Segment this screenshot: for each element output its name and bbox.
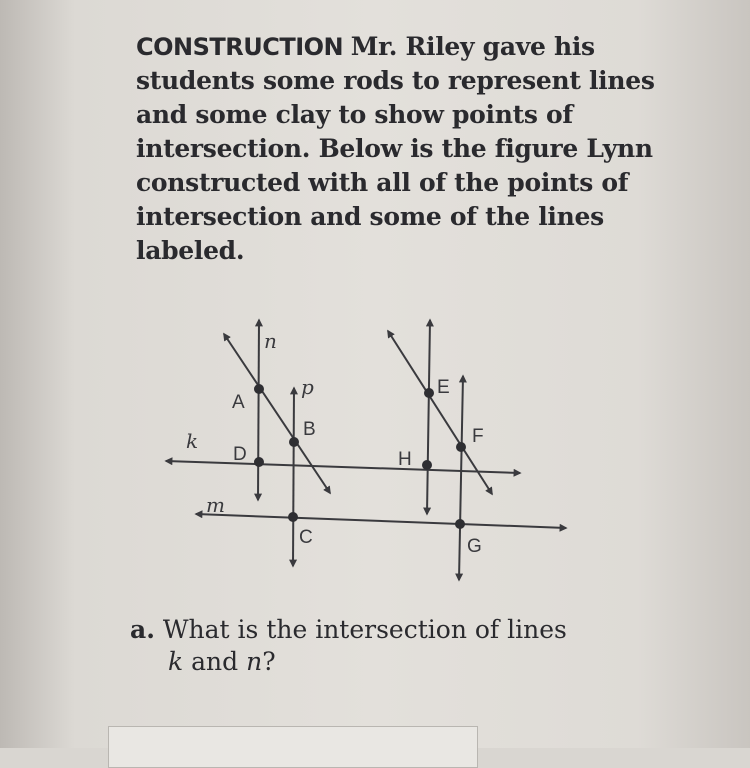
diagonal-line-ab (224, 334, 330, 493)
question-label: a. (130, 615, 155, 644)
label-h: H (398, 449, 412, 470)
question-and: and (191, 647, 239, 676)
label-a: A (232, 392, 245, 413)
point-a (254, 384, 264, 394)
label-n: n (264, 329, 277, 353)
question-var-n: n (246, 647, 263, 676)
point-c (288, 512, 298, 522)
question-text-line1: What is the intersection of lines (162, 615, 567, 644)
line-n (258, 320, 259, 500)
question-text-line2 (130, 646, 630, 678)
line-k (166, 461, 520, 473)
problem-label: CONSTRUCTION (136, 33, 344, 61)
line-he (427, 320, 430, 514)
label-d: D (233, 444, 247, 465)
label-g: G (467, 536, 482, 557)
question-a (130, 614, 630, 678)
label-e: E (437, 377, 450, 398)
point-e (424, 388, 434, 398)
label-b: B (303, 419, 316, 440)
answer-input-box[interactable] (108, 726, 478, 768)
line-m (196, 514, 566, 528)
label-m: m (206, 493, 225, 517)
point-g (455, 519, 465, 529)
line-p (293, 388, 294, 566)
point-b (289, 437, 299, 447)
point-h (422, 460, 432, 470)
point-f (456, 442, 466, 452)
point-d (254, 457, 264, 467)
question-var-k: k (168, 647, 184, 676)
label-p: p (301, 375, 314, 399)
line-fg (459, 376, 463, 580)
label-f: F (472, 426, 484, 447)
problem-text: Mr. Riley gave his students some rods to represent lines and some clay to show points of intersection. Below is the figure Lynn constructed with all of the points of intersection and some of the lines labeled. (136, 32, 655, 265)
label-k: k (186, 429, 199, 453)
label-c: C (299, 527, 313, 548)
question-mark: ? (262, 647, 276, 676)
